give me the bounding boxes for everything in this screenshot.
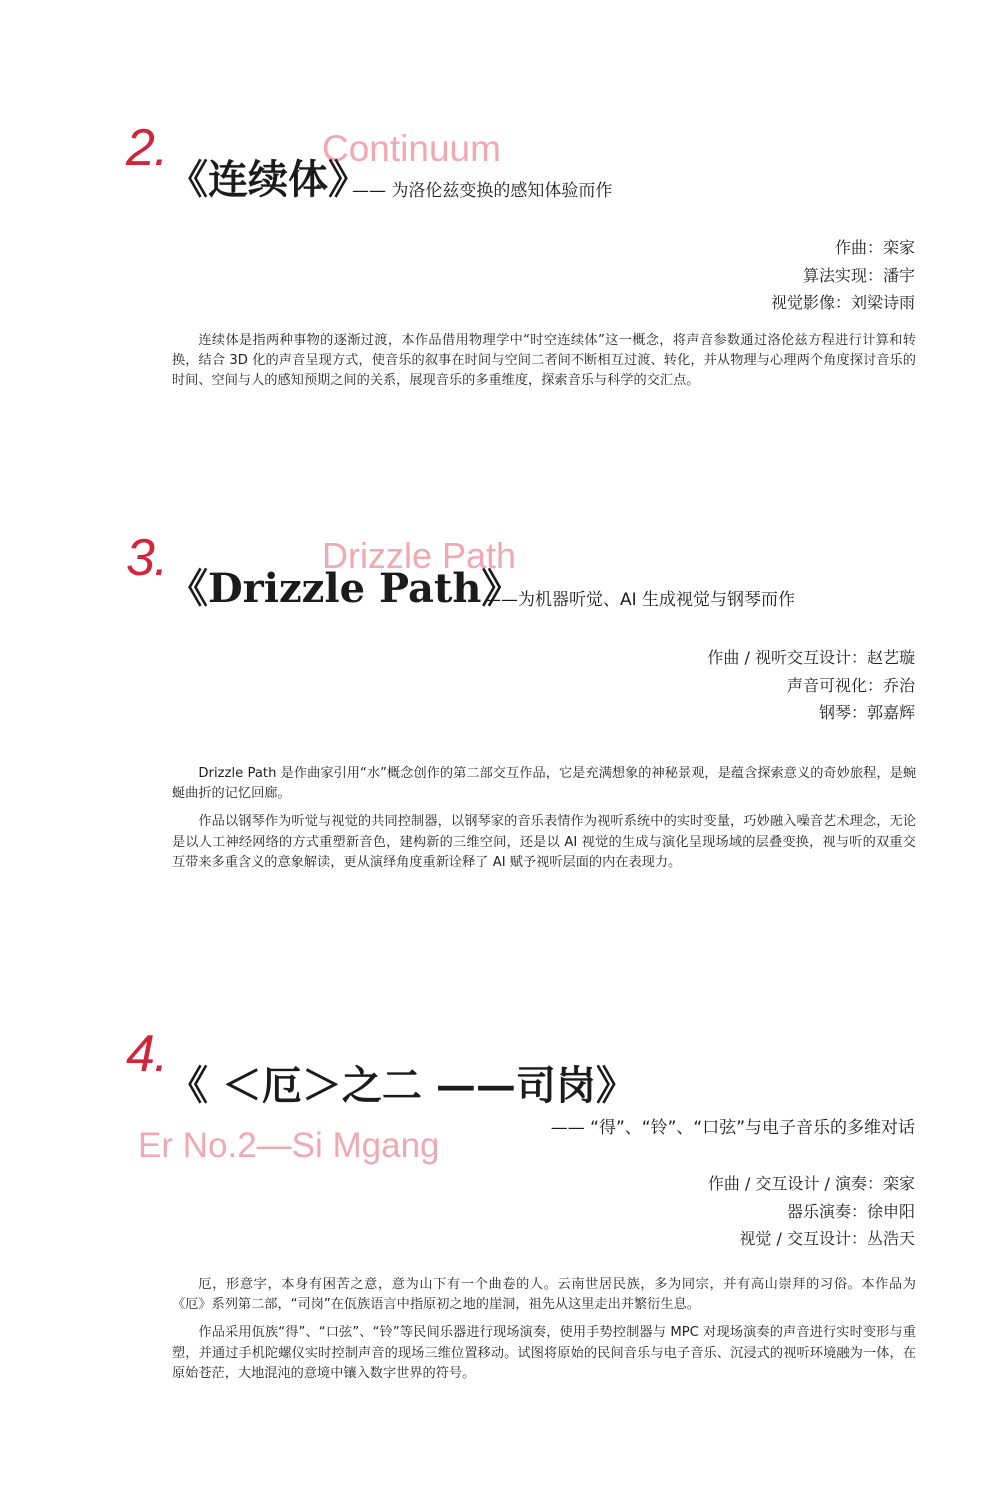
section-number: 2. [126, 119, 168, 177]
description [172, 1275, 916, 1392]
paragraph: Drizzle Path 是作曲家引用“水”概念创作的第二部交互作品，它是充满想象的神秘景观，是蕴含探索意义的奇妙旅程，是蜿蜒曲折的记忆回廊。 [172, 766, 916, 802]
credits [708, 1170, 915, 1253]
credit-line: 声音可视化：乔治 [786, 675, 915, 695]
credit-line: 视觉 / 交互设计：丛浩天 [739, 1229, 915, 1248]
english-title: Er No.2—Si Mgang [138, 1126, 440, 1165]
section-number: 3. [126, 529, 168, 587]
credit-line: 作曲 / 视听交互设计：赵艺璇 [707, 648, 915, 667]
credit-line: 算法实现：潘宇 [802, 265, 915, 285]
paragraph: 厄，形意字，本身有困苦之意，意为山下有一个曲卷的人。云南世居民族，多为同宗，并有高山崇拜的习俗。本作品为《厄》系列第二部，“司岗”在佤族语言中指原初之地的崖洞，祖先从这里走出并繁衍生息。 [172, 1277, 916, 1313]
credit-line: 视觉影像：刘梁诗雨 [770, 293, 915, 312]
work-subtitle: ——为机器听觉、AI 生成视觉与钢琴而作 [484, 590, 796, 610]
english-title: Continuum [322, 128, 501, 169]
description [172, 331, 916, 400]
english-title: Drizzle Path [322, 535, 517, 576]
credits [771, 234, 915, 317]
section-number: 4. [126, 1025, 168, 1083]
credit-line: 作曲 / 交互设计 / 演奏：栾家 [707, 1174, 915, 1193]
work-subtitle: —— 为洛伦兹变换的感知体验而作 [352, 181, 613, 201]
description [172, 764, 916, 881]
credit-line: 作曲：栾家 [834, 238, 915, 257]
paragraph: 作品以钢琴作为听觉与视觉的共同控制器，以钢琴家的音乐表情作为视听系统中的实时变量，巧妙融入噪音艺术理念，无论是以人工神经网络的方式重塑新音色，建构新的三维空间，还是以 AI 视觉的生成与演化呈现场域的层叠变换，视与听的双重交互带来多重含义的意象解读，更从演绎角度重新诠释了 AI 赋予视听层面的内在表现力。 [172, 814, 916, 870]
work-title: 《Drizzle Path》 [168, 565, 522, 612]
work-title: 《连续体》 [168, 156, 368, 203]
paragraph: 作品采用佤族“得”、“口弦”、“铃”等民间乐器进行现场演奏，使用手势控制器与 MPC 对现场演奏的声音进行实时变形与重塑，并通过手机陀螺仪实时控制声音的现场三维位置移动。试图将原始的民间音乐与电子音乐、沉浸式的视听环境融为一体，在原始苍茫，大地混沌的意境中镶入数字世界的符号。 [172, 1325, 916, 1381]
work-subtitle: —— “得”、“铃”、“口弦”与电子音乐的多维对话 [550, 1118, 915, 1138]
work-title: 《 ＜厄＞之二 ——司岗》 [168, 1062, 636, 1109]
credit-line: 器乐演奏：徐申阳 [786, 1201, 915, 1221]
credits [707, 644, 915, 727]
paragraph: 连续体是指两种事物的逐渐过渡，本作品借用物理学中“时空连续体”这一概念，将声音参数通过洛伦兹方程进行计算和转换，结合 3D 化的声音呈现方式，使音乐的叙事在时间与空间二者间不断相互过渡、转化，并从物理与心理两个角度探讨音乐的时间、空间与人的感知预期之间的关系，展现音乐的多重维度，探索音乐与科学的交汇点。 [172, 333, 916, 389]
credit-line: 钢琴：郭嘉辉 [818, 703, 915, 722]
